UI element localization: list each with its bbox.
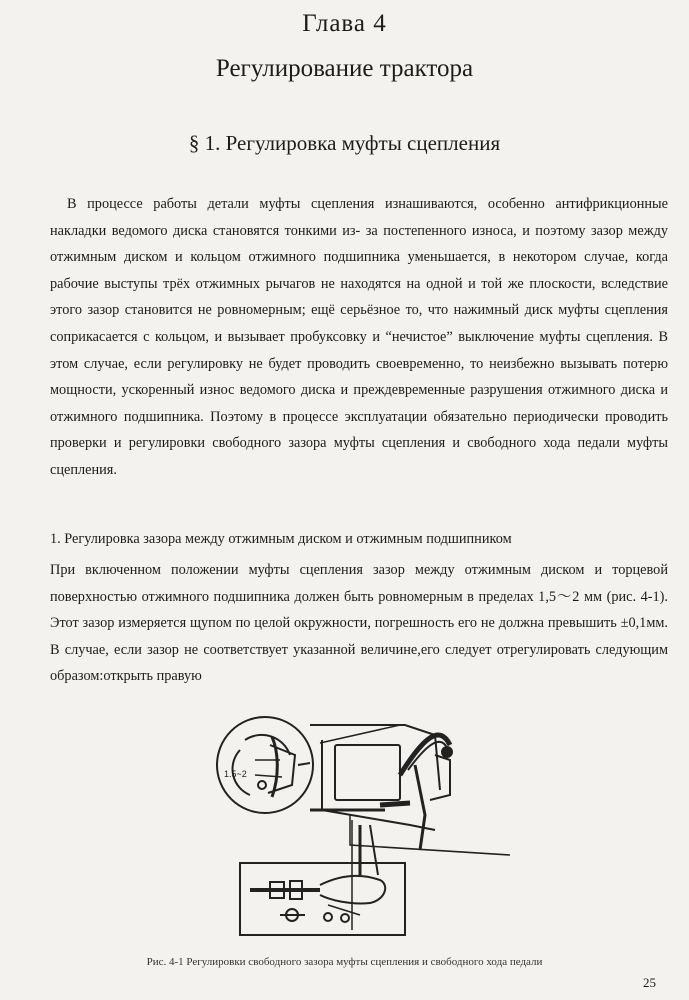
figure-caption: Рис. 4-1 Регулировки свободного зазора муфты сцепления и свободного хода педали	[146, 956, 543, 968]
gap-dimension-label: 1.5~2	[224, 769, 247, 779]
chapter-heading: Глава 4	[302, 10, 387, 37]
clutch-adjustment-figure	[210, 715, 630, 945]
body-paragraph-2: При включенном положении муфты сцепления зазор между отжимным диском и торцевой поверхностью отжимного подшипника должен быть ровномерным в пределах 1,5～2 мм (рис. 4-1). Этот зазор измеряется щупом по целой окружности, погрешность его не должна превышить ±0,1мм. В случае, если зазор не соответствует указанной величине,его следует отрегулировать следующим образом:открыть правую	[50, 562, 668, 685]
body-paragraph-1: В процессе работы детали муфты сцепления изнашиваются, особенно антифрикционные накладки ведомого диска становятся тонкими из- за постепенного износа, и поэтому зазор между отжимным диском и кольцом отжимного подшипника уменьшается, в некотором случае, когда рабочие выступы трёх отжимных рычагов не находятся на одной и той же плоскости, вследствие этого зазор становится не ровномерным; ещё серьёзное то, что нажимный диск муфты сцепления соприкасается с кольцом, и вызывает пробуксовку и “нечистое” выключение муфты сцепления. В этом случае, если регулировку не будет проводить своевременно, то неизбежно вызывать потерю мощности, ускоренный износ ведомого диска и преждевременные разрушения отжимного диска и отжимного подшипника. Поэтому в процессе эксплуатации обязательно периодически проводить проверки и регулировки свободного зазора муфты сцепления и свободного хода педали муфты сцепления.	[50, 196, 668, 478]
subheading: 1. Регулировка зазора между отжимным диском и отжимным подшипником	[50, 531, 512, 547]
section-title: § 1. Регулировка муфты сцепления	[188, 131, 501, 155]
page-number: 25	[643, 975, 656, 990]
chapter-title: Регулирование трактора	[215, 55, 474, 82]
